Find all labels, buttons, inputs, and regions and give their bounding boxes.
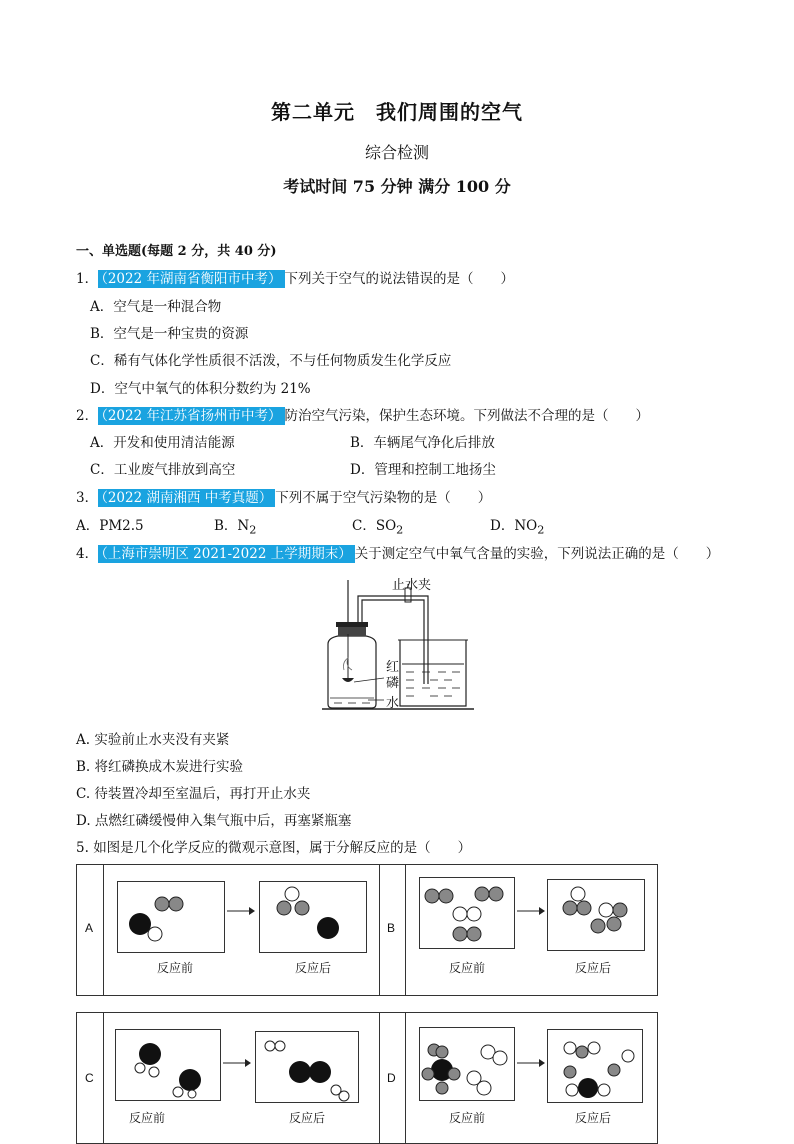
clamp-label: 止水夹	[392, 578, 432, 593]
exam-info: 考试时间 75 分钟 满分 100 分	[283, 177, 511, 196]
question-stem: 关于测定空气中氧气含量的实验，下列说法正确的是（ ）	[354, 546, 720, 562]
question-5	[76, 836, 471, 856]
question-1	[76, 267, 514, 287]
caption-after: 反应后	[294, 961, 331, 975]
option-b: B．$N_2$	[214, 518, 257, 537]
option-c: C. 待装置冷却至室温后，再打开止水夹	[76, 786, 311, 802]
caption-before: 反应前	[448, 1111, 485, 1125]
panel-c-after-molecules	[256, 1032, 358, 1102]
question-source: （上海市崇明区 2021-2022 上学期期末）	[98, 545, 355, 563]
option-d: D. 点燃红磷缓慢伸入集气瓶中后，再塞紧瓶塞	[76, 813, 352, 829]
question-stem: 如图是几个化学反应的微观示意图，属于分解反应的是（ ）	[93, 840, 472, 856]
caption-before: 反应前	[156, 961, 193, 975]
phosphorus-label-1: 红	[386, 660, 400, 675]
question-source: （2022 湖南湘西 中考真题）	[98, 489, 275, 507]
option-c: C．工业废气排放到高空	[90, 462, 236, 478]
option-b: B. 将红磷换成木炭进行实验	[76, 759, 244, 775]
question-number: 3．	[76, 490, 99, 506]
caption-before: 反应前	[448, 961, 485, 975]
phosphorus-label-2: 磷	[386, 676, 400, 691]
question-number: 4．	[76, 546, 99, 562]
question-3	[76, 486, 491, 506]
page-subtitle: 综合检测	[364, 143, 429, 162]
option-d: D．管理和控制工地扬尘	[350, 462, 496, 478]
option-c: C．$SO_2$	[352, 518, 404, 537]
panel-b-after-molecules	[548, 880, 644, 950]
panel-d-before	[419, 1027, 515, 1101]
caption-after: 反应后	[574, 961, 611, 975]
caption-before: 反应前	[128, 1111, 165, 1125]
question-stem: 防治空气污染，保护生态环境。下列做法不合理的是（ ）	[284, 408, 649, 424]
question-source: （2022 年江苏省扬州市中考）	[98, 407, 284, 425]
panel-b-after	[547, 879, 645, 951]
question-4	[76, 542, 719, 562]
panel-b-before-molecules	[420, 878, 514, 948]
panel-b-before	[419, 877, 515, 949]
option-a: A．PM2.5	[76, 518, 144, 534]
water-label: 水	[386, 696, 400, 711]
panel-d-after	[547, 1029, 643, 1103]
option-c: C．稀有气体化学性质很不活泼，不与任何物质发生化学反应	[90, 353, 452, 369]
option-d: D．空气中氧气的体积分数约为 21%	[90, 381, 311, 397]
section-heading: 一、单选题(每题 2 分，共 40 分)	[76, 244, 277, 259]
apparatus-figure	[318, 574, 478, 718]
panel-label-d: D	[387, 1071, 396, 1085]
arrow-icon	[227, 905, 255, 917]
panel-label-a: A	[85, 921, 94, 935]
question-source: （2022 年湖南省衡阳市中考）	[98, 270, 284, 288]
option-a: A．空气是一种混合物	[90, 299, 222, 315]
panel-c-before-molecules	[116, 1030, 220, 1100]
question-stem: 下列关于空气的说法错误的是（ ）	[284, 271, 514, 287]
panel-a-before	[117, 881, 225, 953]
question-number: 2．	[76, 408, 99, 424]
panel-a-after-molecules	[260, 882, 366, 952]
option-b: B．车辆尾气净化后排放	[350, 435, 495, 451]
question-number: 1．	[76, 271, 99, 287]
arrow-icon	[517, 905, 545, 917]
option-a: A. 实验前止水夹没有夹紧	[76, 732, 230, 748]
panel-d-after-molecules	[548, 1030, 642, 1102]
panel-a-after	[259, 881, 367, 953]
page-title: 第二单元 我们周围的空气	[271, 100, 523, 124]
arrow-icon	[517, 1057, 545, 1069]
panel-d-before-molecules	[420, 1028, 514, 1100]
option-b: B．空气是一种宝贵的资源	[90, 326, 249, 342]
panel-c-after	[255, 1031, 359, 1103]
panel-c-before	[115, 1029, 221, 1101]
option-a: A．开发和使用清洁能源	[90, 435, 235, 451]
question-number: 5.	[76, 840, 89, 856]
panel-label-c: C	[85, 1071, 94, 1085]
panel-a-before-molecules	[118, 882, 224, 952]
option-d: D．$NO_2$	[490, 518, 545, 537]
arrow-icon	[223, 1057, 251, 1069]
reaction-panel-row-2	[76, 1012, 658, 1144]
panel-label-b: B	[387, 921, 396, 935]
caption-after: 反应后	[288, 1111, 325, 1125]
caption-after: 反应后	[574, 1111, 611, 1125]
question-2	[76, 404, 649, 424]
question-stem: 下列不属于空气污染物的是（ ）	[275, 490, 492, 506]
reaction-panel-row-1	[76, 864, 658, 996]
